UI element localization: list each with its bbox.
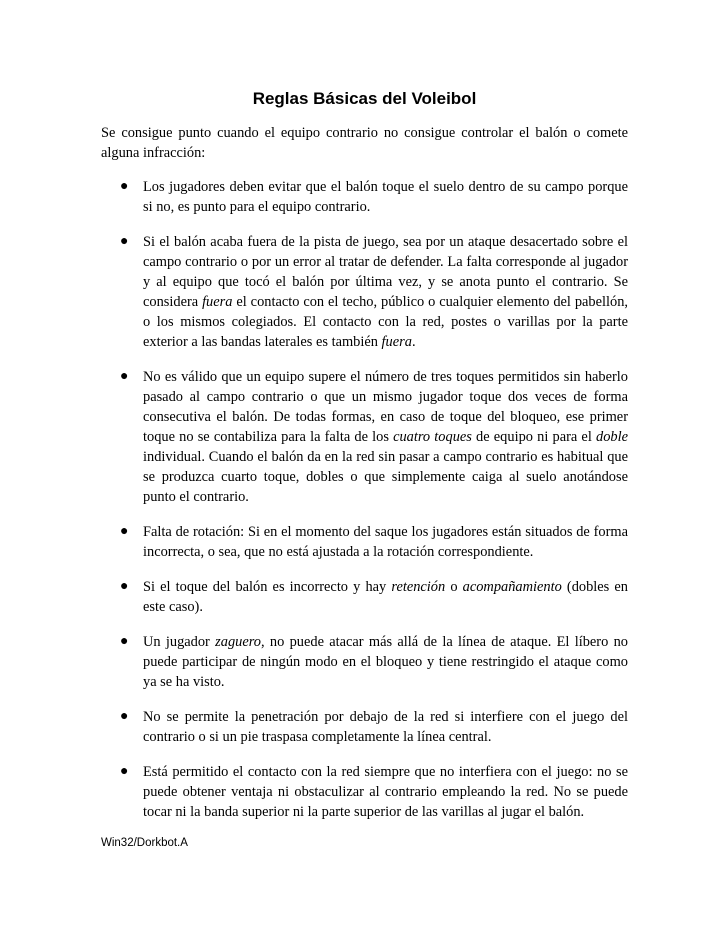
rule-text: [143, 179, 628, 215]
rule-text: [143, 524, 628, 560]
rule-text-segment: Si el toque del balón es incorrecto y hay: [143, 579, 392, 595]
rule-text-segment: Está permitido el contacto con la red siempre que no interfiera con el juego: no se puede obtener ventaja ni obstaculizar al contrario empleando la red. No se puede tocar ni la banda superior ni la parte superior de las varillas al jugar el balón.: [143, 764, 628, 820]
rule-text: [143, 579, 628, 615]
rule-item: [101, 522, 628, 562]
rule-text-segment: No es válido que un equipo supere el número de tres toques permitidos sin haberlo pasado al campo contrario o que un mismo jugador toque dos veces de forma consecutiva el balón. De todas formas, en caso de toque del bloqueo, ese primer toque no se contabiliza para la falta de los: [143, 369, 628, 445]
intro-paragraph: Se consigue punto cuando el equipo contrario no consigue controlar el balón o comete alguna infracción:: [101, 125, 628, 161]
rule-item: [101, 632, 628, 692]
rule-text-segment: , no puede atacar más allá de la línea de ataque. El líbero no puede participar de ningún modo en el bloqueo y tiene restringido el ataque como ya se ha visto.: [143, 634, 628, 690]
document-page: [101, 88, 628, 851]
rule-text-segment: de equipo ni para el: [471, 429, 596, 445]
rule-item: [101, 577, 628, 617]
bullet-icon: ●: [120, 524, 129, 539]
bullet-icon: ●: [120, 764, 129, 779]
rule-text-segment: el contacto con el techo, público o cualquier elemento del pabellón, o los mismos colegiados. El contacto con la red, postes o varillas por la parte exterior a las bandas laterales es también: [143, 294, 628, 350]
rule-text-segment: Un jugador: [143, 634, 216, 650]
rule-text-italic: cuatro toques: [393, 429, 472, 445]
bullet-icon: ●: [120, 634, 129, 649]
bullet-icon: ●: [120, 179, 129, 194]
footer-text: Win32/Dorkbot.A: [101, 837, 188, 849]
rule-text-italic: acompañamiento: [462, 579, 562, 595]
rule-text-segment: Los jugadores deben evitar que el balón toque el suelo dentro de su campo porque si no, es punto para el equipo contrario.: [143, 179, 628, 215]
rule-text-segment: No se permite la penetración por debajo de la red si interfiere con el juego del contrario o si un pie traspasa completamente la línea central.: [143, 709, 628, 745]
rule-text-italic: fuera: [381, 334, 412, 350]
rule-text: [143, 764, 628, 820]
rule-text: [143, 369, 628, 505]
rule-text-segment: .: [411, 334, 416, 350]
rule-item: [101, 367, 628, 507]
rule-item: [101, 707, 628, 747]
page-title: Reglas Básicas del Voleibol: [252, 89, 477, 108]
bullet-icon: ●: [120, 234, 129, 249]
rule-text-segment: o: [445, 579, 463, 595]
rule-item: [101, 762, 628, 822]
rule-item: [101, 177, 628, 217]
rule-text-segment: Falta de rotación: Si en el momento del saque los jugadores están situados de forma incorrecta, o sea, que no está ajustada a la rotación correspondiente.: [143, 524, 628, 560]
rule-text: [143, 234, 628, 350]
rule-text: [143, 709, 628, 745]
rules-list: [101, 177, 628, 822]
rule-text-italic: fuera: [202, 294, 233, 310]
rule-text-italic: retención: [391, 579, 446, 595]
rule-text-segment: (dobles en este caso).: [143, 579, 628, 615]
bullet-icon: ●: [120, 369, 129, 384]
rule-text-italic: zaguero: [215, 634, 261, 650]
rule-text: [143, 634, 628, 690]
rule-text-segment: individual. Cuando el balón da en la red sin pasar a campo contrario es habitual que se produzca cuarto toque, dobles o que simplemente caiga al suelo anotándose punto el contrario.: [143, 449, 628, 505]
bullet-icon: ●: [120, 709, 129, 724]
rule-text-italic: doble: [596, 429, 628, 445]
rule-item: [101, 232, 628, 352]
rule-text-segment: Si el balón acaba fuera de la pista de juego, sea por un ataque desacertado sobre el campo contrario o por un error al tratar de defender. La falta corresponde al jugador y al equipo que tocó el balón por última vez, y se anota punto el contrario. Se considera: [143, 234, 628, 310]
bullet-icon: ●: [120, 579, 129, 594]
